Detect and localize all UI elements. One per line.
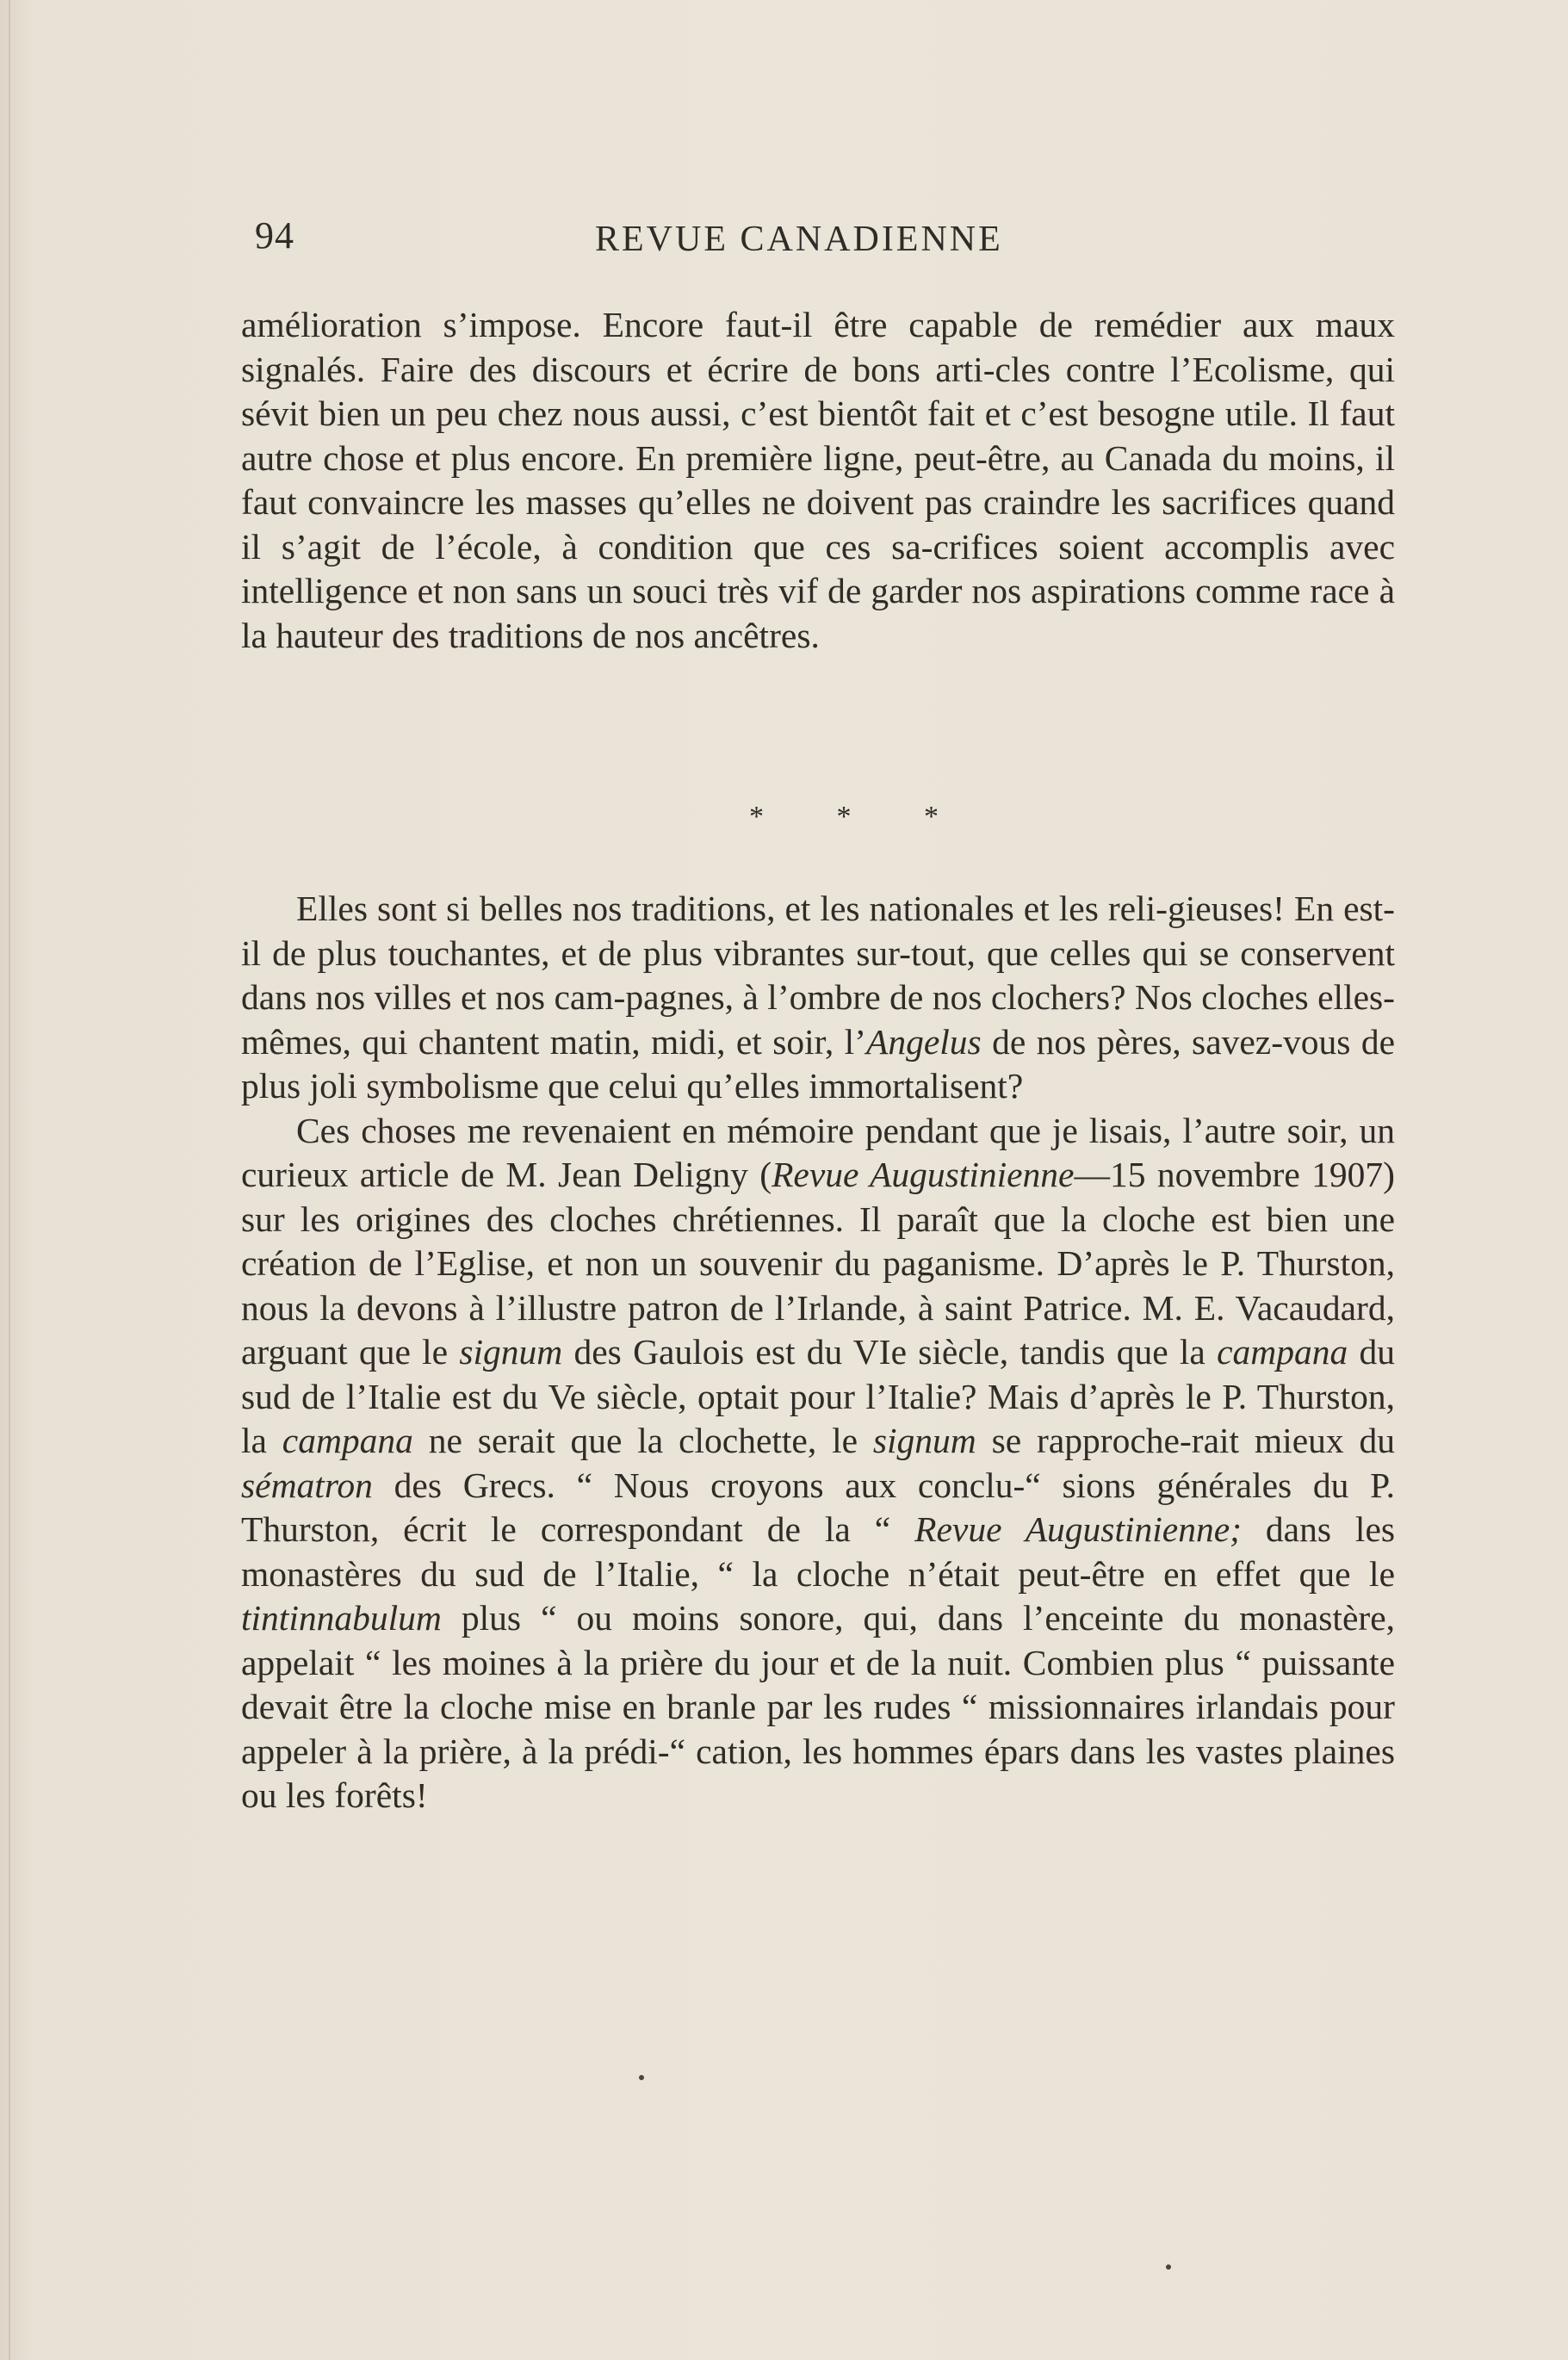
page-number: 94	[255, 214, 294, 257]
section-separator: * * *	[749, 801, 971, 833]
page-edge	[9, 0, 10, 2360]
text-block-continuation	[241, 303, 1395, 658]
paragraph: amélioration s’impose. Encore faut-il être capable de remédier aux maux signalés. Faire des discours et écrire de bons arti-cles contre l’Ecolisme, qui sévit bien un peu chez nous aussi, c’est bientôt fait et c’est besogne utile. Il faut autre chose et plus encore. En première ligne, peut-être, au Canada du moins, il faut convaincre les masses qu’elles ne doivent pas craindre les sacrifices quand il s’agit de l’école, à condition que ces sa-crifices soient accomplis avec intelligence et non sans un souci très vif de garder nos aspirations comme race à la hauteur des traditions de nos ancêtres.	[241, 305, 1395, 655]
paragraph: Elles sont si belles nos traditions, et les nationales et les reli-gieuses! En est-il de plus touchantes, et de plus vibrantes sur-tout, que celles qui se conservent dans nos villes et nos cam-pagnes, à l’ombre de nos clochers? Nos cloches elles-mêmes, qui chantent matin, midi, et soir, l’Angelus de nos pères, savez-vous de plus joli symbolisme que celui qu’elles immortalisent?	[241, 889, 1395, 1106]
page-header	[255, 214, 1142, 265]
print-speck	[639, 2075, 644, 2080]
text-block-traditions	[241, 887, 1395, 1818]
print-speck	[1166, 2264, 1171, 2270]
paragraph: Ces choses me revenaient en mémoire pendant que je lisais, l’autre soir, un curieux article de M. Jean Deligny (Revue Augustinienne—15 novembre 1907) sur les origines des cloches chrétiennes. Il paraît que la cloche est bien une création de l’Eglise, et non un souvenir du paganisme. D’après le P. Thurston, nous la devons à l’illustre patron de l’Irlande, à saint Patrice. M. E. Vacaudard, arguant que le signum des Gaulois est du VIe siècle, tandis que la campana du sud de l’Italie est du Ve siècle, optait pour l’Italie? Mais d’après le P. Thurston, la campana ne serait que la clochette, le signum se rapproche-rait mieux du sématron des Grecs. “ Nous croyons aux conclu-“ sions générales du P. Thurston, écrit le correspondant de la “ Revue Augustinienne; dans les monastères du sud de l’Italie, “ la cloche n’était peut-être en effet que le tintinnabulum plus “ ou moins sonore, qui, dans l’enceinte du monastère, appelait “ les moines à la prière du jour et de la nuit. Combien plus “ puissante devait être la cloche mise en branle par les rudes “ missionnaires irlandais pour appeler à la prière, à la prédi-“ cation, les hommes épars dans les vastes plaines ou les forêts!	[241, 1110, 1396, 1815]
running-title: REVUE CANADIENNE	[595, 220, 1003, 259]
